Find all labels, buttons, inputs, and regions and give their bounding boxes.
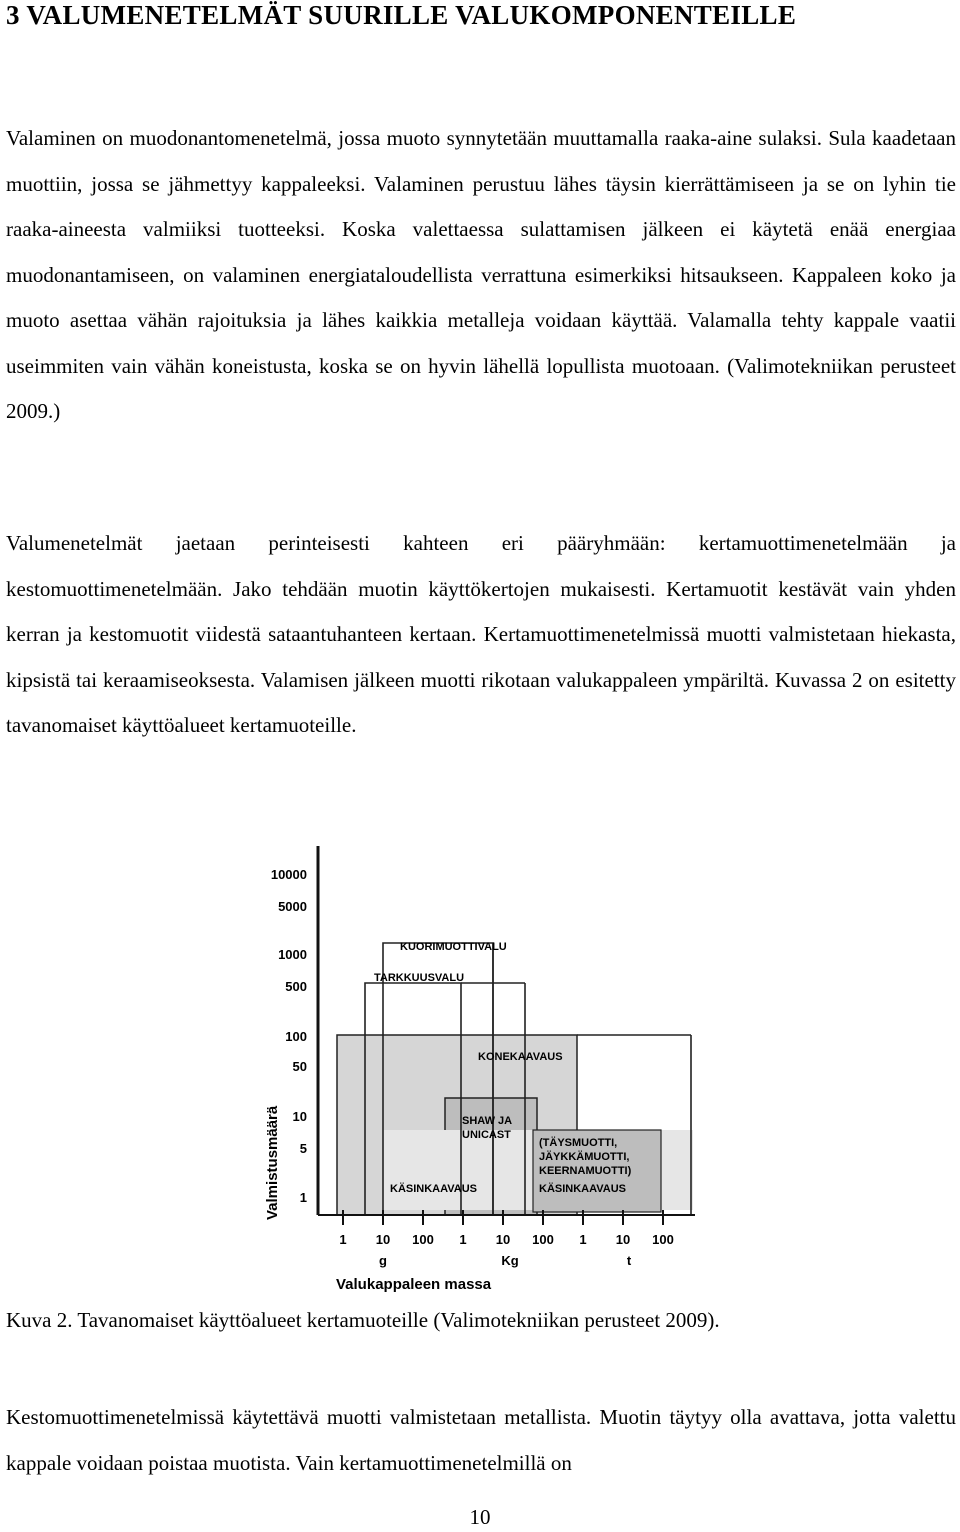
- label-kasinkaavaus-right: KÄSINKAAVAUS: [539, 1183, 626, 1195]
- y-tick-label: 5: [299, 1141, 307, 1156]
- label-shaw-line2: UNICAST: [462, 1129, 511, 1141]
- figure-casting-methods: [255, 840, 695, 1300]
- label-taysmuotti-line3: KEERNAMUOTTI): [539, 1165, 632, 1177]
- label-konekaavaus: KONEKAAVAUS: [478, 1051, 563, 1063]
- y-tick-label: 1000: [278, 947, 307, 962]
- label-taysmuotti-line1: (TÄYSMUOTTI,: [539, 1137, 618, 1149]
- y-tick-label: 10: [292, 1109, 307, 1124]
- label-shaw-line1: SHAW JA: [462, 1115, 513, 1127]
- x-tick-label: 100: [412, 1232, 434, 1247]
- y-tick-label: 50: [292, 1059, 307, 1074]
- x-axis-label: Valukappaleen massa: [336, 1276, 492, 1293]
- label-taysmuotti-line2: JÄYKKÄMUOTTI,: [539, 1151, 630, 1163]
- y-tick-label: 1: [299, 1190, 307, 1205]
- y-tick-label: 10000: [270, 867, 307, 882]
- y-tick-label: 100: [285, 1029, 307, 1044]
- section-heading: 3 VALUMENETELMÄT SUURILLE VALUKOMPONENTEILLE: [6, 0, 797, 30]
- x-unit-label: g: [379, 1253, 387, 1268]
- paragraph-1: Valaminen on muodonantomenetelmä, jossa muoto synnytetään muuttamalla raaka-aine sulaksi. Sula kaadetaan muottiin, jossa se jähmettyy kappaleeksi. Valaminen perustuu lähes täysin kierrättämiseen ja se on lyhin tie raaka-aineesta valmiiksi tuotteeksi. Koska valettaessa sulattamisen jälkeen ei käytetä enää energiaa muodonantamiseen, on valaminen energiataloudellista verrattuna esimerkiksi hitsaukseen. Kappaleen koko ja muoto asettaa vähän rajoituksia ja lähes kaikkia metalleja voidaan käyttää. Valamalla tehty kappale vaatii useimmiten vain vähän koneistusta, koska se on hyvin lähellä lopullista muotoaan. (Valimotekniikan perusteet 2009.): [6, 126, 956, 423]
- label-kasinkaavaus-left: KÄSINKAAVAUS: [390, 1183, 477, 1195]
- label-tarkkuusvalu: TARKKUUSVALU: [374, 972, 465, 984]
- x-tick-label: 1: [459, 1232, 467, 1247]
- x-tick-label: 100: [532, 1232, 554, 1247]
- x-unit-label: Kg: [501, 1253, 519, 1268]
- figure-caption: Kuva 2. Tavanomaiset käyttöalueet kertamuoteille (Valimotekniikan perusteet 2009).: [6, 1308, 720, 1332]
- x-tick-label: 10: [615, 1232, 631, 1247]
- y-tick-label: 500: [285, 979, 307, 994]
- x-tick-label: 100: [652, 1232, 674, 1247]
- x-tick-label: 10: [375, 1232, 391, 1247]
- x-tick-label: 1: [339, 1232, 347, 1247]
- x-tick-label: 10: [495, 1232, 511, 1247]
- x-tick-label: 1: [579, 1232, 587, 1247]
- paragraph-3: Kestomuottimenetelmissä käytettävä muotti valmistetaan metallista. Muotin täytyy olla avattava, jotta valettu kappale voidaan poistaa muotista. Vain kertamuottimenetelmillä on: [6, 1405, 956, 1475]
- paragraph-2: Valumenetelmät jaetaan perinteisesti kahteen eri pääryhmään: kertamuottimenetelmään ja kestomuottimenetelmään. Jako tehdään muotin käyttökertojen mukaisesti. Kertamuotit kestävät vain yhden kerran ja kestomuotit viidestä sataantuhanteen kertaan. Kertamuottimenetelmissä muotti valmistetaan hiekasta, kipsistä tai keraamiseoksesta. Valamisen jälkeen muotti rikotaan valukappaleen ympäriltä. Kuvassa 2 on esitetty tavanomaiset käyttöalueet kertamuoteille.: [6, 531, 956, 737]
- y-tick-label: 5000: [278, 899, 307, 914]
- y-axis-label: Valmistusmäärä: [264, 1105, 281, 1220]
- page-number: 10: [469, 1505, 491, 1529]
- x-unit-label: t: [626, 1253, 632, 1268]
- label-kuorimuottivalu: KUORIMUOTTIVALU: [400, 941, 507, 953]
